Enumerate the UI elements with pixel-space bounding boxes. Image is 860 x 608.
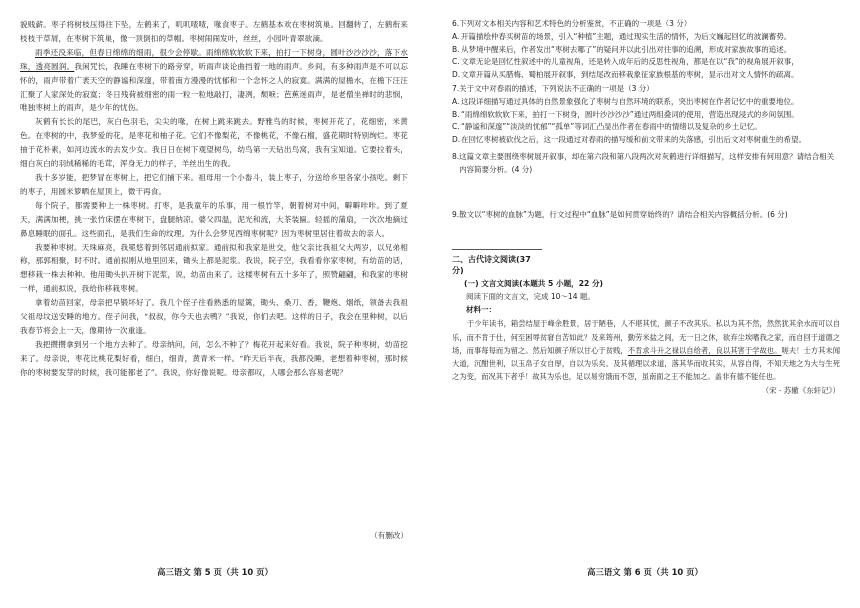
option-a: A. 这段详细描写通过具体的自然景象强化了枣树与自然环境的联系，突出枣树在作者记忆中的重要地位。 xyxy=(452,96,799,106)
question-number: 8. xyxy=(452,151,460,161)
option-c: C.文章无论是回忆性叙述中的儿童视角，还是转入成年后的反思性视角，都是在以“我”的视角展开叙事， xyxy=(452,57,799,67)
underlined-passage: 雨季还没来临，但春日绵绵的细雨，很少会停歇。雨绵绵软软软下来，拍打一下树身，圆叶沙沙沙沙，落下水珠，透亮圆润。 xyxy=(20,47,408,71)
paragraph xyxy=(20,46,408,116)
passage-attribution: （宋 · 苏辙《东轩记》） xyxy=(761,386,840,396)
paragraph: 我十多岁能，把梦冒在枣树上，把它们捕下来。祖母用一个小畚斗，装上枣子，分送给乡里各家小孩吃。剩下的枣子，用圆米箩晒在屋顶上，微干再食。 xyxy=(20,172,408,196)
question-number: 7. xyxy=(452,83,460,93)
paragraph: 我把攒攒拿到另一个地方去种了。母亲纳问，问，怎么不种了？梅花开起来好看。我说，院子种枣树，幼苗挖来了。母亲说，枣花比桃花梨好看，细白，细青，黄青米一样。“昨天后半夜，我都没睡，老想着种枣树，那时候你的枣树要发芽的时候，我可能都老了”。我说，你好像说呢。母亲都叹，人哪会那么容易老呢？ xyxy=(20,339,408,377)
page-6 xyxy=(430,0,860,608)
paragraph: 灰鹤有长长的尾巴，灰白色羽毛，尖尖的喙，在树上跳来跳去。野雅鸟的时候，枣树开花了，花细密，米黄色。在枣树的中，我梦爱的花，是枣花和柚子花。它们不像梨花，不像桃花，不像石榴，盛花期时特别绚烂。枣花抽于花朴素，如河边流水的去发少女。我日日在树下观望树鸟，幼鸟第一天钻出鸟窝，我有宝知道。它要拉着头，细白灰白的羽绒稀稀的毛茸，浑身无力的样子，羊丝出生的我。 xyxy=(20,117,408,169)
option-d: D.文章开篇从买腊梅、蜀柏展开叙事，到结尾改而移栽象征家族根基的枣树，显示出对文人情怀的疏离。 xyxy=(452,70,799,80)
question-number: 9. xyxy=(452,209,460,219)
section-heading: 二、古代诗文阅读(37 分) xyxy=(452,249,542,276)
option-a: A. 开篇描绘仲春买树苗的场景，引入“种植”主题，通过现实生活的情怀，为后文巍起回忆的波澜蓄势。 xyxy=(452,31,792,41)
page-footer: 高三语文 第 6 页（共 10 页） xyxy=(587,567,703,577)
paragraph: 貌贱薪。枣子将树枝压得往下坠，左鹤来了，叽叽喳喳，喙食枣子。左鹤基本欢在枣树筑巢。回翻转了，左鹤衔来枝枝干草屑，在枣树下筑巢，像一顶倒扣的草帽。枣树闹闹发叶，丝丝，小园叶青翠欲滴。 xyxy=(20,20,408,43)
question-8 xyxy=(452,151,840,177)
paragraph-continued: 我闲咒长，我睡在枣树下的路旁穿，听雨声谈论曲挡着一地的雨声。乡间，有多种雨声是不可以忘怀的，雨声带着广袤天空的静谧和深邃，带着南方漫漫的忧郁和一个念怀之人的寂寞。满满的屋檐水，在檐下汪汪汇聚了人家深处的寂寞；冬日残荷被细密的雨一粒一粒地敲打，凄冽，颓唳；芭蕉迷雨声，是老僧坐禅时的悲悯，唯独枣树上的雨声，是少年的忧伤。 xyxy=(20,61,409,113)
question-stem: 散文以“枣树的血脉”为题，行文过程中“血脉”是如何贯穿始终的？请结合相关内容概括分析。(6 分) xyxy=(459,209,788,219)
underlined-sentence: 不肯求斗升之禄以自给者，良以其害于学故也。 xyxy=(627,345,782,355)
subsection-heading: (一) 文言文阅读(本题共 5 小题，22 分) xyxy=(464,279,604,289)
page-footer: 高三语文 第 5 页（共 10 页） xyxy=(157,567,273,577)
option-c: C.“静谧和深邃”“淡淡的忧郁”“孤单”等词汇凸显出作者在春雨中的情绪以及复杂的乡土记忆。 xyxy=(452,122,762,132)
material-label: 材料一： xyxy=(466,305,496,315)
question-stem: 这篇文章主要围绕枣树展开叙事，却在第六段和第八段两次对灰鹤进行详细描写，这样安排有何用意？请结合相关内容简要分析。(4 分) xyxy=(459,151,835,174)
paragraph: 我要种枣树。天珠麻亮，我冕悠着到邻居通前拟家。通前拟和我家是世交，他父亲比我祖父大两岁，以兄弟相称，那郭相聚，时不时。通前拟刚从地里回来，锄头上都是泥浆。我说，院子空，我看看你家枣树，有幼苗的话，想移栽一株去种种。他用锄头扒开树下泥浆，说，幼苗由来了。这楼枣树有五十多年了，照赞翩翩，和我家的枣树一样，通前拟说，我给你移栽枣树。 xyxy=(20,242,408,294)
question-7 xyxy=(452,83,840,147)
paragraph: 每个院子，都需要种上一株枣树。打枣，是我童年的乐事，用一根竹竿，朝着树对中间，噼噼咔咔。到了夏天，满满加梗，挑一张竹床摆在枣树下，盘腿纳凉。婆父四温，泥光和流，大茶装匾。轻摇的蒲扇，一次次地摘过鼻息睡眠的面孔。这些面孔，是我们生命的纹理。为什么会梦见西绵枣树呢？因为枣树里居住着故去的亲人。 xyxy=(20,200,408,238)
question-6 xyxy=(452,18,840,82)
option-b: B.从梦境中醒来后，作者发出“枣树去哪了”的疑问并以此引出对往事的追溯，形成对家族故事的追述。 xyxy=(452,44,792,54)
source-note: （有删改） xyxy=(370,531,408,540)
question-stem: 关于文中对春雨的描述，下列说法不正确的一项是（3 分） xyxy=(459,83,654,93)
instructions: 阅读下面的文言文，完成 10～14 题。 xyxy=(466,292,595,302)
question-number: 6. xyxy=(452,19,460,28)
paragraph: 拿着幼苗回家，母亲把早锻坏好了。我几个侄子往看熟悉的屋篱，锄头、桑刀、香，鞭炮、烟纸，领备去我祖父祖母坟送安睡的地方。侄子问我，“叔叔，你今天也去鸭？”我说，你们去吧。这样的日子，我会在里种树，以后我春节将会上一天，像期待一次重逢。 xyxy=(20,298,408,335)
option-b: B.“雨绵绵软软软下来，拍打一下树身，圆叶沙沙沙沙”通过两组叠词的使用，营造出现浸式的乡间氛围。 xyxy=(452,109,799,119)
question-stem: 下列对文本相关内容和艺术特色的分析鉴赏，不正确的一项是（3 分） xyxy=(459,19,692,28)
option-d: D.在回忆枣树被砍伐之后，这一段通过对春雨的描写缓和前文带来的失落感，引出后文对枣树重生的希望。 xyxy=(452,135,806,145)
question-9 xyxy=(452,209,840,222)
classical-passage: 于少年读书，箱尝结屋于峰余胜景，居于陋巷，人不堪其忧，颜子不改其乐。私以为其不然，然然犹其余水而可以自乐，而不肯于仕，何至困辱贫窘自苦如此？及来筠州，勤劳米盐之间，无一日之休，欲弃尘埃嗜我之家，而自回于道德之场，而事每每而为留之。然后知颜子所以甘心于贫贱，不肯求斗升之禄以自给者，良以其害于学故也。嗟夫！士方其未闻大道，沉酣世利，以玉帛子女自厚，自以为乐矣。及其循理以求道，落其华而收其实，从容自得，不知天地之为大与生死之为变，而况其下者乎！故其为乐也，足以易穷饿而不怨，虽南面之王不能加之。盖非有德不能任也。 xyxy=(452,319,841,382)
